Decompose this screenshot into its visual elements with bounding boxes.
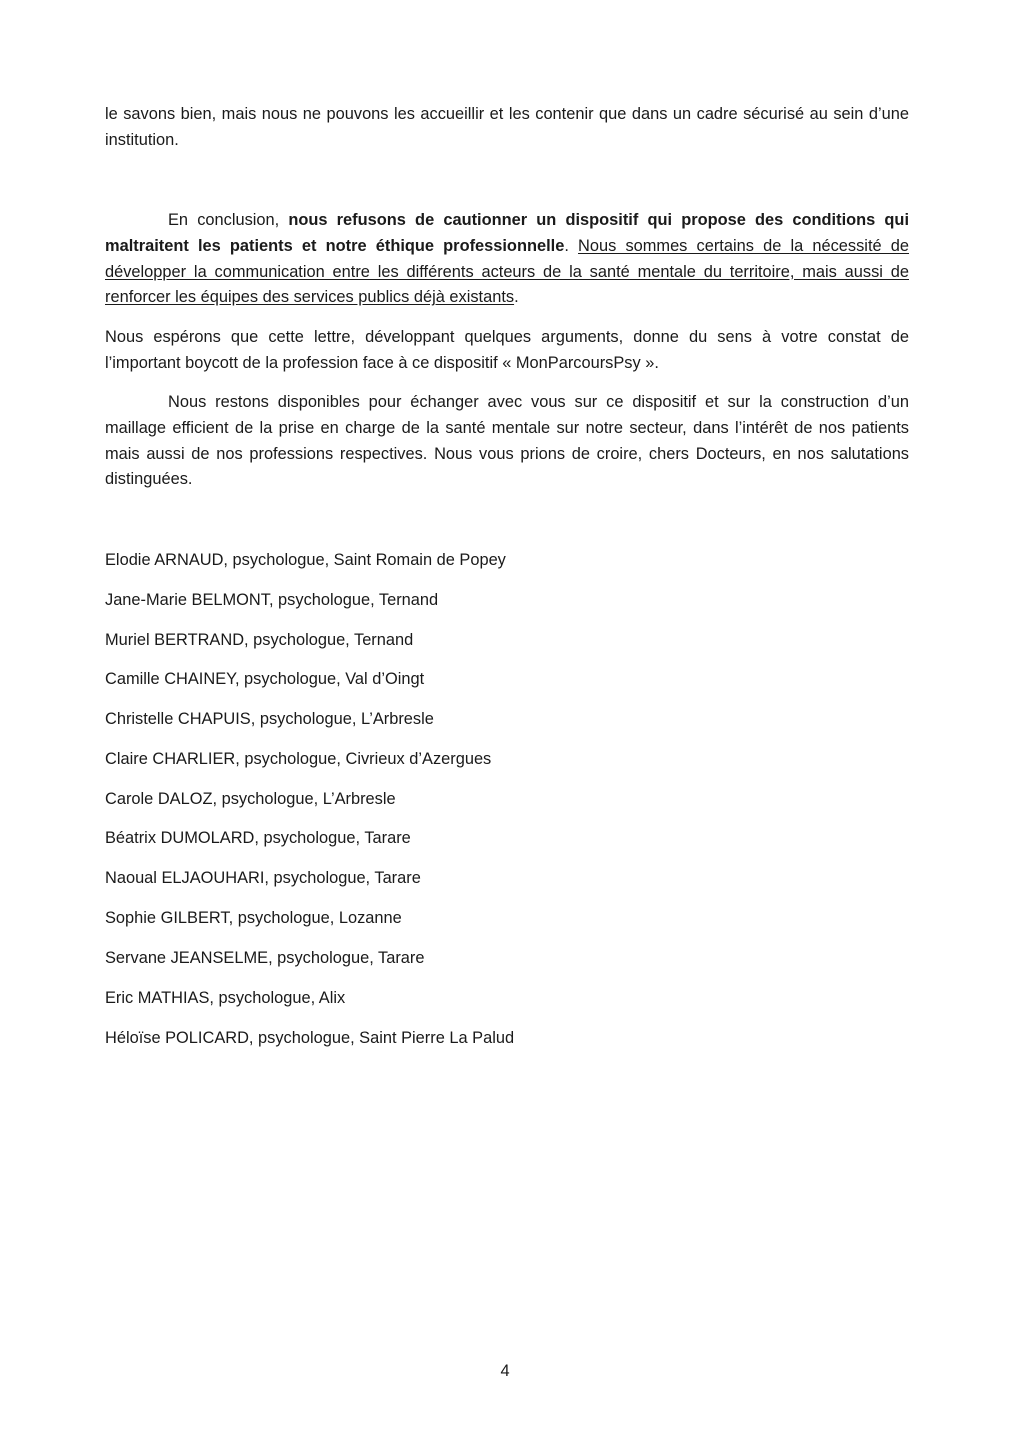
paragraph-hope: Nous espérons que cette lettre, développant quelques arguments, donne du sens à votre constat de l’important boycott de la profession face à ce dispositif « MonParcoursPsy ». xyxy=(105,328,909,372)
signatory-line: Naoual ELJAOUHARI, psychologue, Tarare xyxy=(105,869,421,887)
conclusion-bold-statement: nous refusons de cautionner un dispositif qui propose des conditions qui maltraitent les patients et notre éthique professionnelle xyxy=(105,211,909,255)
signatory-line: Claire CHARLIER, psychologue, Civrieux d’Azergues xyxy=(105,750,492,768)
closing-text: Nous restons disponibles pour échanger avec vous sur ce dispositif et sur la construction d’un maillage efficient de la prise en charge de la santé mentale sur notre secteur, dans l’intérêt de nos patients mais aussi de nos professions respectives. Nous vous prions de croire, chers Docteurs, en nos salutations distinguées. xyxy=(105,393,909,489)
signatory-line: Béatrix DUMOLARD, psychologue, Tarare xyxy=(105,829,411,847)
signatory-line: Elodie ARNAUD, psychologue, Saint Romain de Popey xyxy=(105,551,506,569)
conclusion-underlined-statement: Nous sommes certains de la nécessité de développer la communication entre les différents acteurs de la santé mentale du territoire, mais aussi de renforcer les équipes des services publics déjà existants xyxy=(105,236,910,307)
signatory-line: Camille CHAINEY, psychologue, Val d’Oingt xyxy=(105,670,425,688)
page-number: 4 xyxy=(500,1362,510,1380)
signatory-line: Carole DALOZ, psychologue, L’Arbresle xyxy=(105,790,396,808)
paragraph-closing xyxy=(105,390,909,493)
conclusion-lead: En conclusion, xyxy=(168,211,289,229)
signatory-line: Servane JEANSELME, psychologue, Tarare xyxy=(105,949,425,967)
signatory-line: Sophie GILBERT, psychologue, Lozanne xyxy=(105,909,402,927)
conclusion-end: . xyxy=(514,288,519,307)
signatory-line: Christelle CHAPUIS, psychologue, L’Arbresle xyxy=(105,710,434,728)
conclusion-separator: . xyxy=(564,236,579,255)
signatory-line: Muriel BERTRAND, psychologue, Ternand xyxy=(105,631,414,649)
signatory-line: Jane-Marie BELMONT, psychologue, Ternand xyxy=(105,591,439,609)
paragraph-conclusion xyxy=(105,208,909,311)
signatory-line: Eric MATHIAS, psychologue, Alix xyxy=(105,989,346,1007)
paragraph-continuation: le savons bien, mais nous ne pouvons les accueillir et les contenir que dans un cadre sécurisé au sein d’une institution. xyxy=(105,105,909,149)
signatory-line: Héloïse POLICARD, psychologue, Saint Pierre La Palud xyxy=(105,1029,515,1047)
